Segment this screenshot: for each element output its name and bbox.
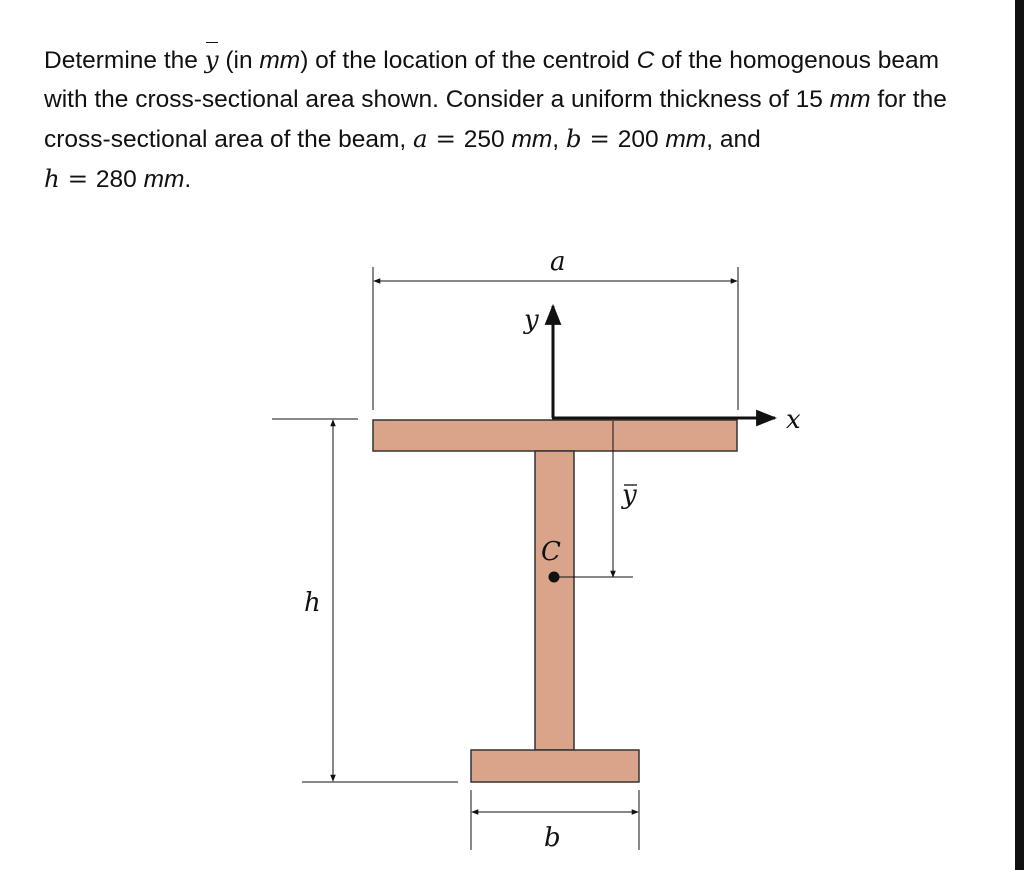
centroid-dot [549,572,560,583]
problem-text-5: for the cross-sectional area of the beam, [44,86,947,153]
var-b: b [565,124,582,153]
equals-2: = [581,124,618,153]
label-a: a [550,247,566,277]
unit-mm-1: mm [259,47,301,74]
web [535,451,574,750]
centroid-letter: C [636,47,655,74]
problem-text-2: (in [218,47,260,74]
problem-text-1: Determine the [44,47,205,74]
problem-text-6: , [552,126,566,153]
label-centroid: C [541,537,561,567]
unit-mm-2: mm [829,86,871,113]
var-a: a [413,124,428,153]
bottom-flange [471,750,639,782]
label-b: b [544,823,561,853]
unit-mm-5: mm [143,166,185,193]
label-ybar: y [622,480,637,510]
equals-1: = [427,124,464,153]
label-h: h [304,588,321,618]
value-h: 280 [95,166,144,193]
problem-text-7: , and [706,126,761,153]
top-flange [373,420,737,451]
problem-text-3: ) of the location of the centroid [300,47,637,74]
value-a: 250 [463,126,512,153]
var-h: h [44,164,60,193]
problem-text-4: of the homogenous beam with the cross-sectional area shown. Consider a uniform thickness of 15 [44,47,939,113]
unit-mm-3: mm [511,126,553,153]
equals-3: = [59,164,96,193]
value-b: 200 [617,126,666,153]
ybar-symbol: y [205,40,219,79]
label-y-axis: y [524,305,539,335]
problem-text-8: . [184,166,192,193]
label-x-axis: x [786,405,801,435]
unit-mm-4: mm [665,126,707,153]
